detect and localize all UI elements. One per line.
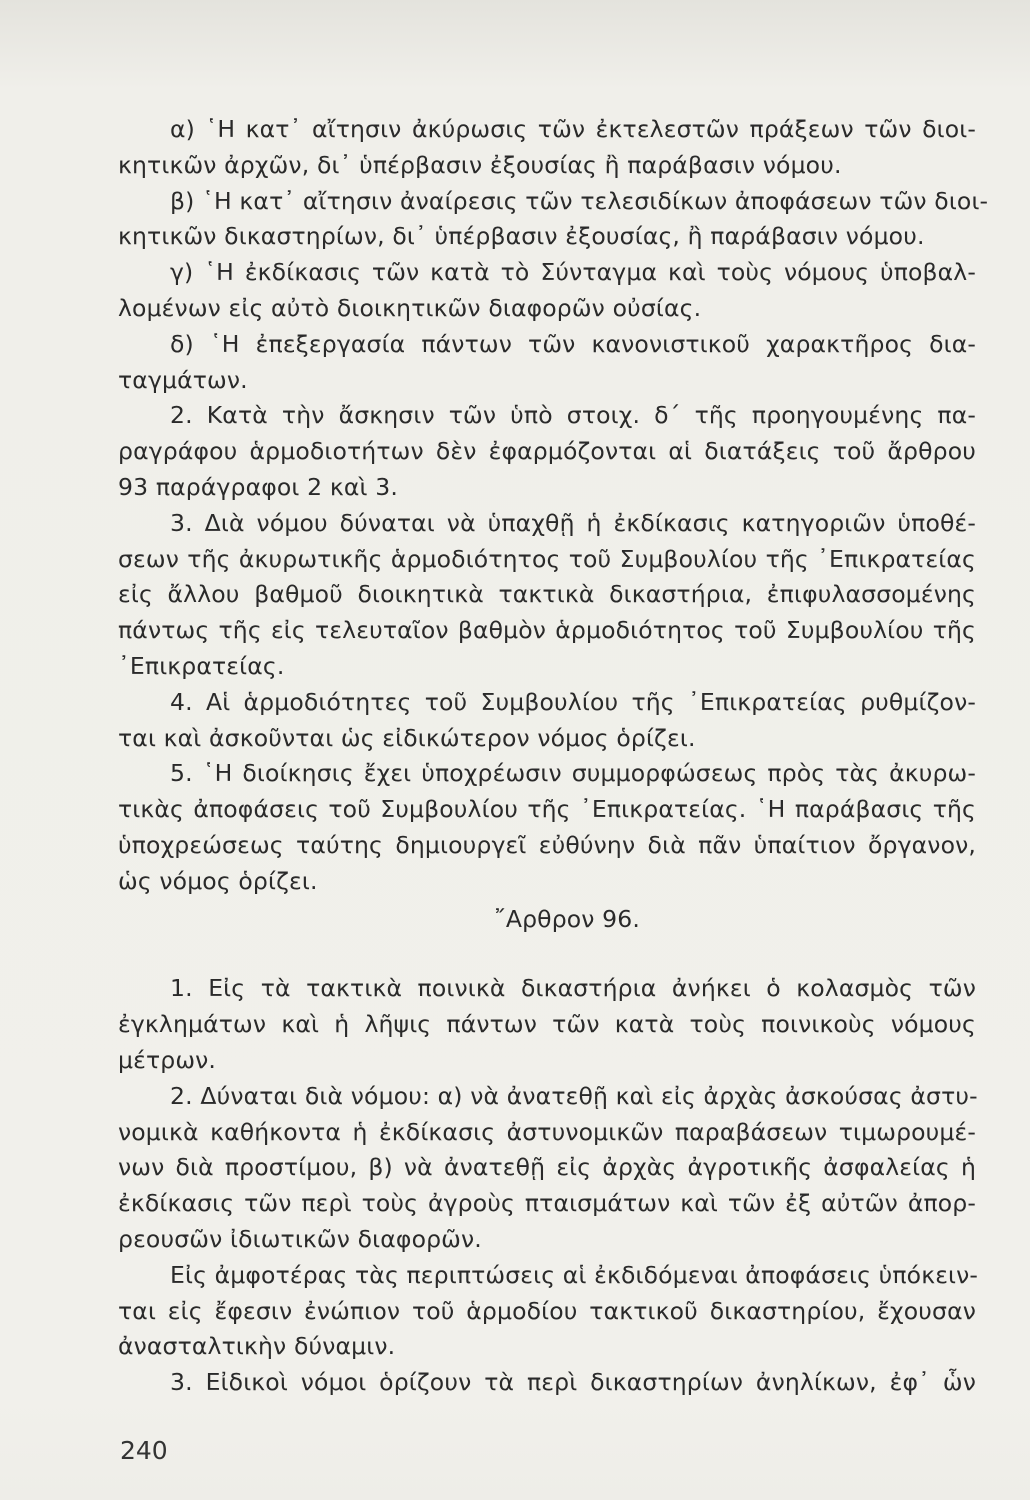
text-line: λομένων εἰς αὐτὸ διοικητικῶν διαφορῶν οὐσίας. xyxy=(118,293,702,322)
text-line: 1. Εἰς τὰ τακτικὰ ποινικὰ δικαστήρια ἀνήκει ὁ κολασμὸς τῶν xyxy=(170,974,976,1003)
text-line: γ) ῾Η ἐκδίκασις τῶν κατὰ τὸ Σύνταγμα καὶ τοὺς νόμους ὑποβαλ- xyxy=(170,258,976,287)
text-line: ρεουσῶν ἰδιωτικῶν διαφορῶν. xyxy=(118,1224,482,1253)
text-line: εἰς ἄλλου βαθμοῦ διοικητικὰ τακτικὰ δικαστήρια, ἐπιφυλασσομένης xyxy=(118,580,976,609)
text-line: κητικῶν ἀρχῶν, δι᾽ ὑπέρβασιν ἐξουσίας ἢ παράβασιν νόμου. xyxy=(118,150,842,179)
text-line: 2. Κατὰ τὴν ἄσκησιν τῶν ὑπὸ στοιχ. δ΄ τῆς προηγουμένης πα- xyxy=(170,401,976,430)
text-line: 3. Διὰ νόμου δύναται νὰ ὑπαχθῇ ἡ ἐκδίκασις κατηγοριῶν ὑποθέ- xyxy=(170,508,976,537)
text-line: ἐκδίκασις τῶν περὶ τοὺς ἀγροὺς πταισμάτων καὶ τῶν ἐξ αὐτῶν ἀπορ- xyxy=(118,1189,976,1218)
text-line: πάντως τῆς εἰς τελευταῖον βαθμὸν ἁρμοδιότητος τοῦ Συμβουλίου τῆς xyxy=(118,616,976,645)
text-line: 4. Αἱ ἁρμοδιότητες τοῦ Συμβουλίου τῆς ᾽Επικρατείας ρυθμίζον- xyxy=(170,687,976,716)
text-line: 5. ῾Η διοίκησις ἔχει ὑποχρέωσιν συμμορφώσεως πρὸς τὰς ἀκυρω- xyxy=(170,759,976,788)
text-line: 2. Δύναται διὰ νόμου: α) νὰ ἀνατεθῇ καὶ εἰς ἀρχὰς ἀσκούσας ἀστυ- xyxy=(170,1081,978,1110)
text-line: ὑποχρεώσεως ταύτης δημιουργεῖ εὐθύνην διὰ πᾶν ὑπαίτιον ὄργανον, xyxy=(118,830,976,859)
text-line: ὡς νόμος ὁρίζει. xyxy=(118,866,318,895)
text-line: ται καὶ ἀσκοῦνται ὡς εἰδικώτερον νόμος ὁρίζει. xyxy=(118,723,696,752)
text-line: τικὰς ἀποφάσεις τοῦ Συμβουλίου τῆς ᾽Επικρατείας. ῾Η παράβασις τῆς xyxy=(118,795,976,824)
text-line: κητικῶν δικαστηρίων, δι᾽ ὑπέρβασιν ἐξουσίας, ἢ παράβασιν νόμου. xyxy=(118,222,925,251)
article-heading: ῎Αρθρον 96. xyxy=(493,904,641,933)
text-line: νομικὰ καθήκοντα ἡ ἐκδίκασις ἀστυνομικῶν παραβάσεων τιμωρουμέ- xyxy=(118,1117,976,1146)
text-line: ᾽Επικρατείας. xyxy=(118,651,285,680)
text-line: ἀνασταλτικὴν δύναμιν. xyxy=(118,1332,396,1361)
text-line: 93 παράγραφοι 2 καὶ 3. xyxy=(118,472,398,501)
text-line: μέτρων. xyxy=(118,1045,217,1074)
text-line: σεων τῆς ἀκυρωτικῆς ἁρμοδιότητος τοῦ Συμβουλίου τῆς ᾽Επικρατείας xyxy=(118,544,976,573)
text-line: ἐγκλημάτων καὶ ἡ λῆψις πάντων τῶν κατὰ τοὺς ποινικοὺς νόμους xyxy=(118,1010,976,1039)
text-line: ται εἰς ἔφεσιν ἐνώπιον τοῦ ἁρμοδίου τακτικοῦ δικαστηρίου, ἔχουσαν xyxy=(118,1296,976,1325)
text-line: 3. Εἰδικοὶ νόμοι ὁρίζουν τὰ περὶ δικαστηρίων ἀνηλίκων, ἐφ᾽ ὧν xyxy=(170,1368,976,1397)
text-line: δ) ῾Η ἐπεξεργασία πάντων τῶν κανονιστικοῦ χαρακτῆρος δια- xyxy=(170,329,976,358)
page-number: 240 xyxy=(120,1436,168,1465)
text-line: β) ῾Η κατ᾽ αἴτησιν ἀναίρεσις τῶν τελεσιδίκων ἀποφάσεων τῶν διοι- xyxy=(170,186,989,215)
text-line: Εἰς ἀμφοτέρας τὰς περιπτώσεις αἱ ἐκδιδόμεναι ἀποφάσεις ὑπόκειν- xyxy=(170,1260,979,1289)
text-line: α) ῾Η κατ᾽ αἴτησιν ἀκύρωσις τῶν ἐκτελεστῶν πράξεων τῶν διοι- xyxy=(170,115,976,143)
text-line: ταγμάτων. xyxy=(118,365,248,394)
text-line: ραγράφου ἁρμοδιοτήτων δὲν ἐφαρμόζονται αἱ διατάξεις τοῦ ἄρθρου xyxy=(118,437,976,466)
text-line: νων διὰ προστίμου, β) νὰ ἀνατεθῇ εἰς ἀρχὰς ἀγροτικῆς ἀσφαλείας ἡ xyxy=(118,1153,976,1182)
body-text xyxy=(118,112,989,1401)
